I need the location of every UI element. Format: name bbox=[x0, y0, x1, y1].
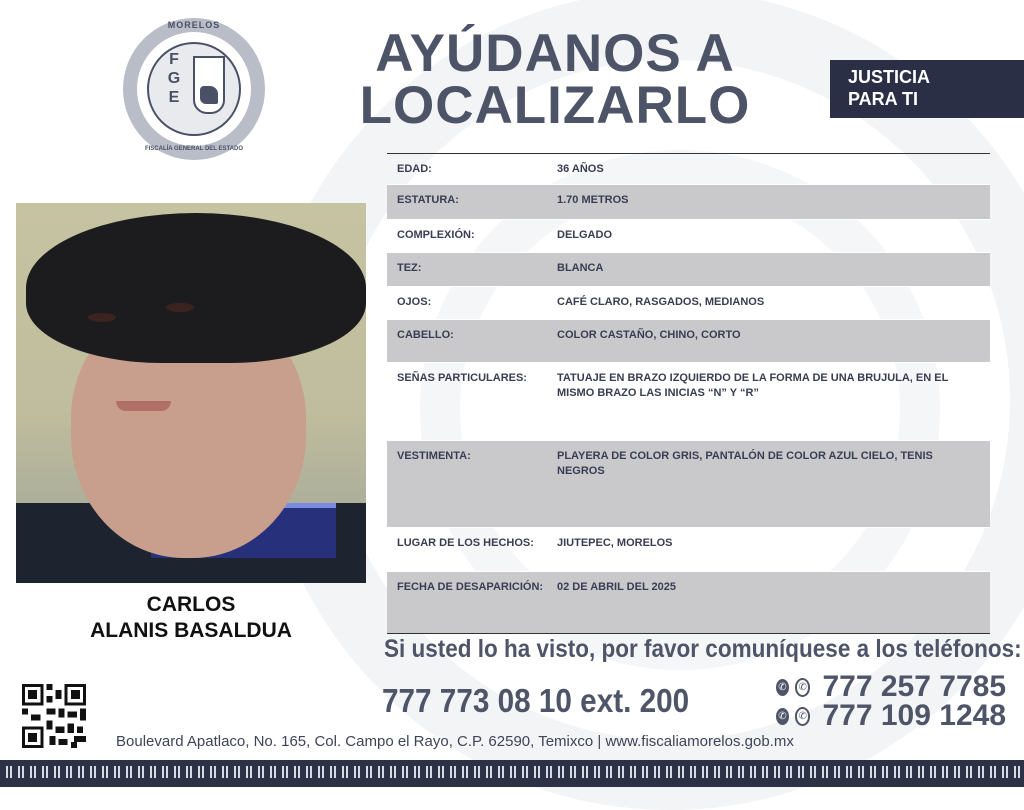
phone-icon: ✆ bbox=[776, 679, 789, 696]
phone-number-2[interactable]: 777 109 1248 bbox=[822, 699, 1006, 732]
footer-address: Boulevard Apatlaco, No. 165, Col. Campo el Rayo, C.P. 62590, Temixco | www.fiscaliamorelos.gob.mx bbox=[116, 733, 794, 750]
detail-row-complexion: COMPLEXIÓN: DELGADO bbox=[387, 220, 990, 253]
seal-bottom-text: FISCALÍA GENERAL DEL ESTADO bbox=[144, 146, 244, 152]
detail-row-estatura: ESTATURA: 1.70 METROS bbox=[387, 185, 990, 220]
detail-row-lugar: LUGAR DE LOS HECHOS: JIUTEPEC, MORELOS bbox=[387, 528, 990, 572]
seal-top-text: MORELOS bbox=[167, 20, 221, 30]
person-name: CARLOS ALANIS BASALDUA bbox=[90, 593, 292, 642]
detail-row-ojos: OJOS: CAFÉ CLARO, RASGADOS, MEDIANOS bbox=[387, 287, 990, 320]
detail-row-vestimenta: VESTIMENTA: PLAYERA DE COLOR GRIS, PANTALÓN DE COLOR AZUL CIELO, TENIS NEGROS bbox=[387, 441, 990, 528]
page-title: AYÚDANOS A LOCALIZARLO bbox=[359, 24, 751, 135]
main-phone-number[interactable]: 777 773 08 10 ext. 200 bbox=[382, 682, 690, 719]
fge-seal-logo bbox=[123, 18, 265, 160]
detail-row-senas: SEÑAS PARTICULARES: TATUAJE EN BRAZO IZQUIERDO DE LA FORMA DE UNA BRUJULA, EN EL MISMO BRAZO LAS INICIAS “N” Y “R” bbox=[387, 363, 990, 441]
phone-number-1[interactable]: 777 257 7785 bbox=[822, 670, 1006, 703]
phone-icon: ✆ bbox=[776, 708, 789, 725]
call-to-action: Si usted lo ha visto, por favor comuníquese a los teléfonos: bbox=[384, 635, 1022, 663]
detail-row-edad: EDAD: 36 AÑOS bbox=[387, 154, 990, 185]
whatsapp-icon: ✆ bbox=[795, 678, 810, 697]
seal-letters: F G E bbox=[167, 51, 181, 106]
detail-row-fecha: FECHA DE DESAPARICIÓN: 02 DE ABRIL DEL 2025 bbox=[387, 572, 990, 634]
qr-code-icon[interactable] bbox=[22, 684, 86, 748]
whatsapp-icon: ✆ bbox=[795, 707, 810, 726]
details-table bbox=[387, 153, 990, 634]
justicia-badge: JUSTICIA PARA TI bbox=[830, 60, 1024, 118]
decorative-footer-strip bbox=[0, 760, 1024, 787]
shield-icon bbox=[193, 56, 225, 114]
detail-row-cabello: CABELLO: COLOR CASTAÑO, CHINO, CORTO bbox=[387, 320, 990, 363]
missing-person-photo bbox=[16, 203, 366, 583]
detail-row-tez: TEZ: BLANCA bbox=[387, 253, 990, 287]
phone-line-2[interactable] bbox=[776, 699, 1006, 733]
